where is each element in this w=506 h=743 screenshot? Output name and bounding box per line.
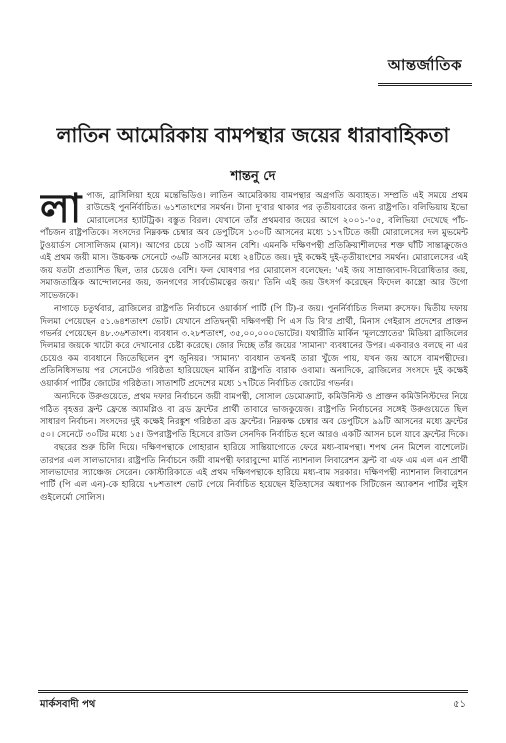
footer-divider xyxy=(38,690,468,693)
section-label: আন্তর্জাতিক xyxy=(378,52,472,86)
page-number: ৫১ xyxy=(453,699,466,710)
drop-cap: লা xyxy=(40,190,82,232)
article-title: লাতিন আমেরিকায় বামপন্থার জয়ের ধারাবাহিকতা xyxy=(56,123,450,147)
paragraph: অন্যদিকে উরুগুয়েতে, প্রথম দফার নির্বাচনে জয়ী বামপন্থী, সোসাল ডেমোক্র্যাট, কমিউনিস্ট ও প্রাক্তন কমিউনিস্টদের নিয়ে গঠিত বৃহত্তর ফ্রন্ট ফ্রেন্তে অ্যামপ্লিও বা ব্রড ফ্রন্টের প্রার্থী তাবারে ভাজকুয়েজ। রাষ্ট্রপতি নির্বাচনের সঙ্গেই উরুগুয়েতে ছিল সাধারণ নির্বাচন। সংসদের দুই কক্ষেই নিরঙ্কুশ গরিষ্ঠতা ব্রড ফ্রন্টের। নিম্নকক্ষ চেম্বার অব ডেপুটিসে ৯৯টি আসনের মধ্যে ফ্রন্টের ৫০। সেনেটে ৩০টির মধ্যে ১৫। উপরাষ্ট্রপতি হিসেবে রাউল সেনদিক নির্বাচিত হলে আরও একটি আসন চলে যাবে ফ্রন্টের দিকে। xyxy=(40,392,468,440)
paragraph: বছরের শুরু চিলি দিয়ে। দক্ষিণপন্থাকে গোহারান হারিয়ে সান্তিয়াগোতে ফেরে মধ্য-বামপন্থা। শপথ নেন মিশেল বাশেলেট। তারপর এল সালভাদোর। রাষ্ট্রপতি নির্বাচনে জয়ী বামপন্থী ফারাবুন্দো মার্তি ন্যাশনাল লিবারেশন ফ্রন্ট বা এফ এম এল এন প্রার্থী সালভাদোর স্যাঞ্চেজ সেরেন। কোস্টারিকাতে এই প্রথম দক্ষিণপন্থাকে হারিয়ে মধ্য-বাম সরকার। দক্ষিণপন্থী ন্যাশনাল লিবারেশন পার্টি (পি এল এন)-কে হারিয়ে ৭৮শতাংশ ভোট পেয়ে নির্বাচিত হয়েছেন ইতিহাসের অধ্যাপক সিটিজেন অ্যাকশন পার্টির লুইস গুইলের্মো সোলিস। xyxy=(40,443,468,503)
publication-name: মার্কসবাদী পথ xyxy=(40,699,96,710)
article-body xyxy=(40,190,468,680)
paragraph-text: পাজ, ব্রাসিলিয়া হয়ে মন্তেভিডিও। লাতিন আমেরিকায় বামপন্থার অগ্রগতি অব্যাহত। সম্প্রতি এই সময়ে প্রথম রাউন্ডেই পুনর্নির্বাচিত। ৬১শতাংশের সমর্থন। টানা দু'বার থাকার পর তৃতীয়বারের জন্য রাষ্ট্রপতি। বলিভিয়ায় ইভো মোরালেসের হ্যাটট্রিক। বস্তুত বিরল। যেখানে তাঁর প্রথমবার জয়ের আগে ২০০১-'০৫, বলিভিয়া দেখেছে পাঁচ-পাঁচজন রাষ্ট্রপতিকে। সংসদের নিম্নকক্ষ চেম্বার অব ডেপুটিসে ১৩০টি আসনের মধ্যে ১১৭টিতে জয়ী মোরালেসের দল মুভমেন্ট টুওয়ার্ডস সোসালিজম (মাস)। আগের চেয়ে ১৩টি আসন বেশি। এমনকি দক্ষিণপন্থী প্রতিক্রিয়াশীলদের শক্ত ঘাঁটি সান্তাক্রুজেও এই প্রথম জয়ী মাস। উচ্চকক্ষ সেনেটে ৩৬টি আসনের মধ্যে ২৪টিতে জয়। দুই কক্ষেই দুই-তৃতীয়াংশের সমর্থন। মোরালেসের এই জয় যতটা প্রত্যাশিত ছিল, তার চেয়েও বেশি। ফল ঘোষণার পর মোরালেস বলেছেন: 'এই জয় সাম্রাজ্যবাদ-বিরোধিতার জয়, সমাজতান্ত্রিক আন্দোলনের জয়, জনগণের সার্বভৌমত্বের জয়।' তিনি এই জয় উৎসর্গ করেছেন ফিদেল কাস্ত্রো আর উগো সাভেজকে। xyxy=(40,191,468,301)
paragraph xyxy=(40,190,468,302)
paragraph: নাগাড়ে চতুর্থবার, ব্রাজিলের রাষ্ট্রপতি নির্বাচনে ওয়ার্কার্স পার্টি (পি টি)-র জয়। পুনর্নির্বাচিত দিলমা রুসেফ। দ্বিতীয় দফায় দিলমা পেয়েছেন ৫১.৬৪শতাংশ ভোট। যেখানে প্রতিদ্বন্দ্বী দক্ষিণপন্থী পি এস ডি বি'র প্রার্থী, মিনাস গেইরাস প্রদেশের প্রাক্তন গভর্নর পেয়েছেন ৪৮.৩৬শতাংশ। ব্যবধান ৩.২৮শতাংশ, ৩৫,০০,০০০ভোটের। যথারীতি মার্কিন 'মূলস্রোতের' মিডিয়া ব্রাজিলের দিলমার জয়কে খাটো করে দেখানোর চেষ্টা করেছে। জোর দিচ্ছে তাঁর জয়ের 'সামান্য' ব্যবধানের উপর। একবারও বলছে না এর চেয়েও কম ব্যবধানে জিতেছিলেন বুশ জুনিয়র। 'সামান্য' ব্যবধান তখনই তারা খুঁজে পায়, যখন জয় আসে বামপন্থীদের। প্রতিনিধিসভায় পর সেনেটেও গরিষ্ঠতা হারিয়েছেন মার্কিন রাষ্ট্রপতি বারাক ওবামা। অন্যদিকে, ব্রাজিলের সংসদে দুই কক্ষেই ওয়ার্কার্স পার্টির জোটের গরিষ্ঠতা। সাতাশটি প্রদেশের মধ্যে ১৭টিতে নির্বাচিত জোটের গভর্নর। xyxy=(40,304,468,389)
article-author: শান্তনু দে xyxy=(230,169,276,184)
